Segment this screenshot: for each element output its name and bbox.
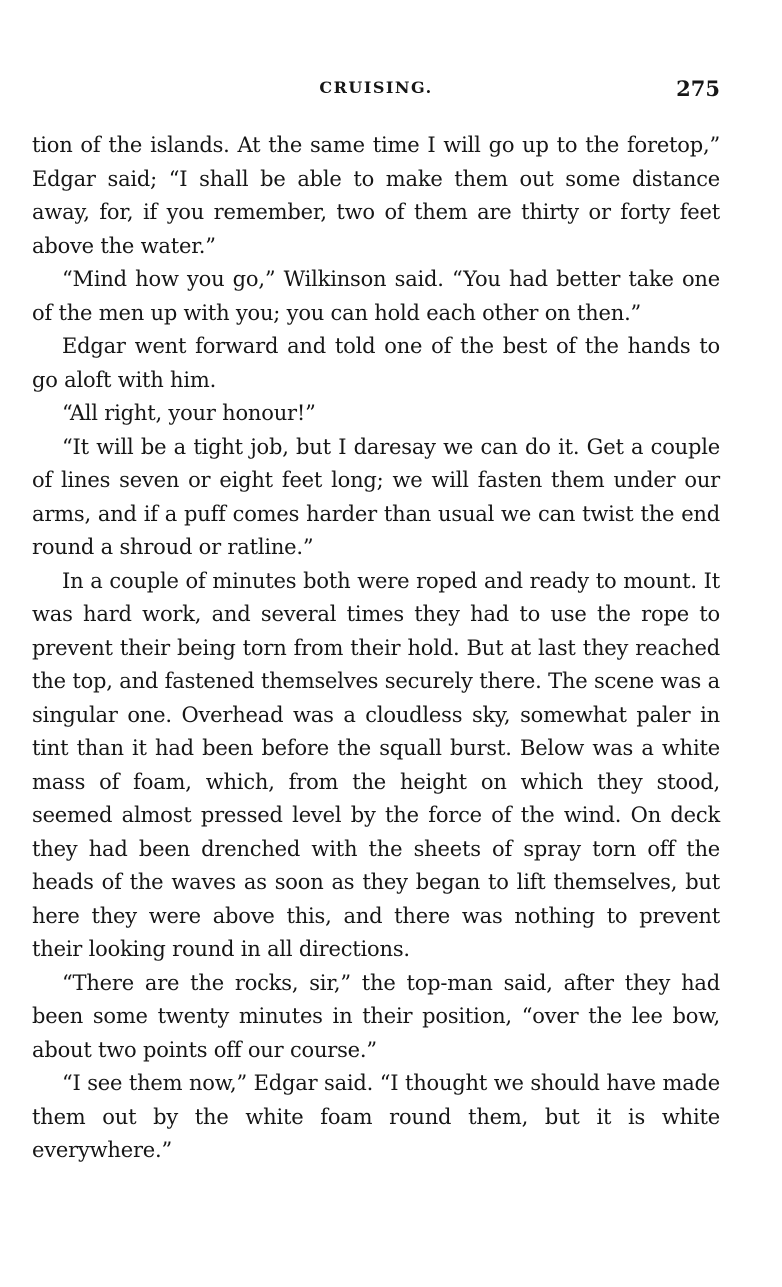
paragraph: Edgar went forward and told one of the best of the hands to go aloft with him. (32, 334, 720, 392)
paragraph: “It will be a tight job, but I daresay we can do it. Get a couple of lines seven or eight feet long; we will fasten them under our arms, and if a puff comes harder than usual we can twist the end round a shroud or ratline.” (32, 434, 720, 559)
paragraph: In a couple of minutes both were roped and ready to mount. It was hard work, and several times they had to use the rope to prevent their being torn from their hold. But at last they reached the top, and fastened themselves securely there. The scene was a singular one. Overhead was a cloudless sky, somewhat paler in tint than it had been before the squall burst. Below was a white mass of foam, which, from the height on which they stood, seemed almost pressed level by the force of the wind. On deck they had been drenched with the sheets of spray torn off the heads of the waves as soon as they began to lift themselves, but here they were above this, and there was nothing to prevent their looking round in all directions. (32, 568, 720, 961)
paragraph: tion of the islands. At the same time I will go up to the foretop,” Edgar said; “I shall be able to make them out some distance away, for, if you remember, two of them are thirty or forty feet above the water.” (32, 133, 720, 258)
body-text (32, 129, 720, 1168)
paragraph: “Mind how you go,” Wilkinson said. “You had better take one of the men up with you; you can hold each other on then.” (32, 267, 720, 325)
paragraph: “All right, your honour!” (62, 401, 316, 425)
running-head: CRUISING. (319, 78, 433, 97)
paragraph: “There are the rocks, sir,” the top-man said, after they had been some twenty minutes in their position, “over the lee bow, about two points off our course.” (32, 970, 720, 1062)
page-number: 275 (676, 76, 720, 101)
page-header (32, 78, 720, 108)
paragraph: “I see them now,” Edgar said. “I thought we should have made them out by the white foam round them, but it is white everywhere.” (32, 1071, 720, 1162)
